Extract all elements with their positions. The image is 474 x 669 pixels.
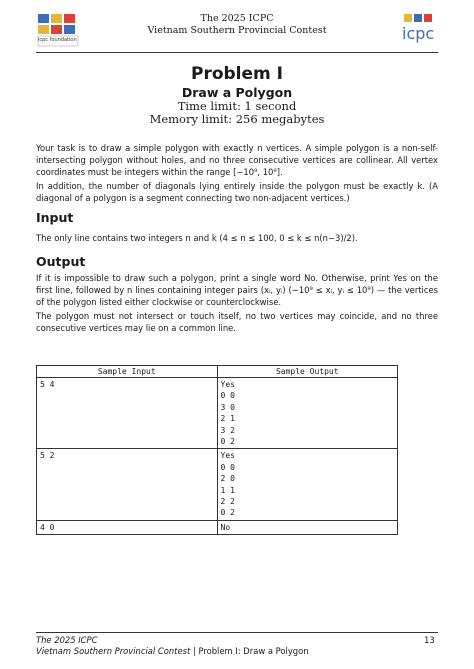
- footer-line-2: [36, 646, 309, 657]
- output-paragraph-2: The polygon must not intersect or touch itself, no two vertices may coincide, and no three consecutive vertices may lie on a common line.: [36, 311, 438, 333]
- sample-output-cell: Yes 0 0 2 0 1 1 2 2 0 2: [217, 449, 398, 520]
- page-number: 13: [424, 636, 435, 646]
- footer-contest-name: Vietnam Southern Provincial Contest: [36, 646, 191, 656]
- sample-output-cell: Yes 0 0 3 0 2 1 3 2 0 2: [217, 378, 398, 449]
- footer-line-1: The 2025 ICPC: [36, 635, 98, 645]
- footer-divider: [36, 632, 438, 633]
- page-footer: [36, 635, 309, 657]
- statement-paragraph-1: Your task is to draw a simple polygon with exactly n vertices. A simple polygon is a non-self-intersecting polygon without holes, and no three consecutive vertices are collinear. All vertex coordinates must be integers within the range [−10⁹, 10⁹].: [36, 143, 438, 177]
- output-heading: Output: [36, 254, 86, 269]
- sample-input-cell: 5 4: [37, 378, 218, 449]
- problem-title: Problem I: [190, 64, 283, 84]
- sample-row: [37, 449, 398, 520]
- sample-output-cell: No: [217, 520, 398, 534]
- sample-input-header: Sample Input: [37, 366, 218, 378]
- statement-paragraph-2: In addition, the number of diagonals lying entirely inside the polygon must be exactly k. (A diagonal of a polygon is a segment connecting two non-adjacent vertices.): [36, 181, 438, 203]
- sample-input-cell: 5 2: [37, 449, 218, 520]
- input-text: The only line contains two integers n and k (4 ≤ n ≤ 100, 0 ≤ k ≤ n(n−3)/2).: [36, 233, 358, 243]
- sample-row: [37, 378, 398, 449]
- input-heading: Input: [36, 210, 74, 225]
- output-paragraph-1: If it is impossible to draw such a polygon, print a single word No. Otherwise, print Yes on the first line, followed by n lines containing integer pairs (xᵢ, yᵢ) (−10⁹ ≤ xᵢ, yᵢ ≤ 10⁹) — the vertices of the polygon listed either clockwise or counterclockwise.: [36, 273, 438, 307]
- problem-subtitle: Draw a Polygon: [181, 85, 293, 100]
- samples-header-row: [37, 366, 398, 378]
- samples-table: [36, 365, 398, 535]
- memory-limit: Memory limit: 256 megabytes: [149, 112, 325, 126]
- time-limit: Time limit: 1 second: [177, 99, 297, 113]
- footer-problem-name: | Problem I: Draw a Polygon: [190, 646, 309, 656]
- sample-input-cell: 4 0: [37, 520, 218, 534]
- header-line-2: Vietnam Southern Provincial Contest: [147, 25, 327, 36]
- sample-output-header: Sample Output: [217, 366, 398, 378]
- page-header: [0, 13, 474, 37]
- limits-block: [0, 100, 474, 126]
- header-divider: [36, 52, 438, 53]
- header-line-1: The 2025 ICPC: [200, 13, 274, 24]
- sample-row: [37, 520, 398, 534]
- foundation-logo-text: icpc foundation: [38, 37, 77, 43]
- icpc-logo-text: icpc: [402, 24, 435, 43]
